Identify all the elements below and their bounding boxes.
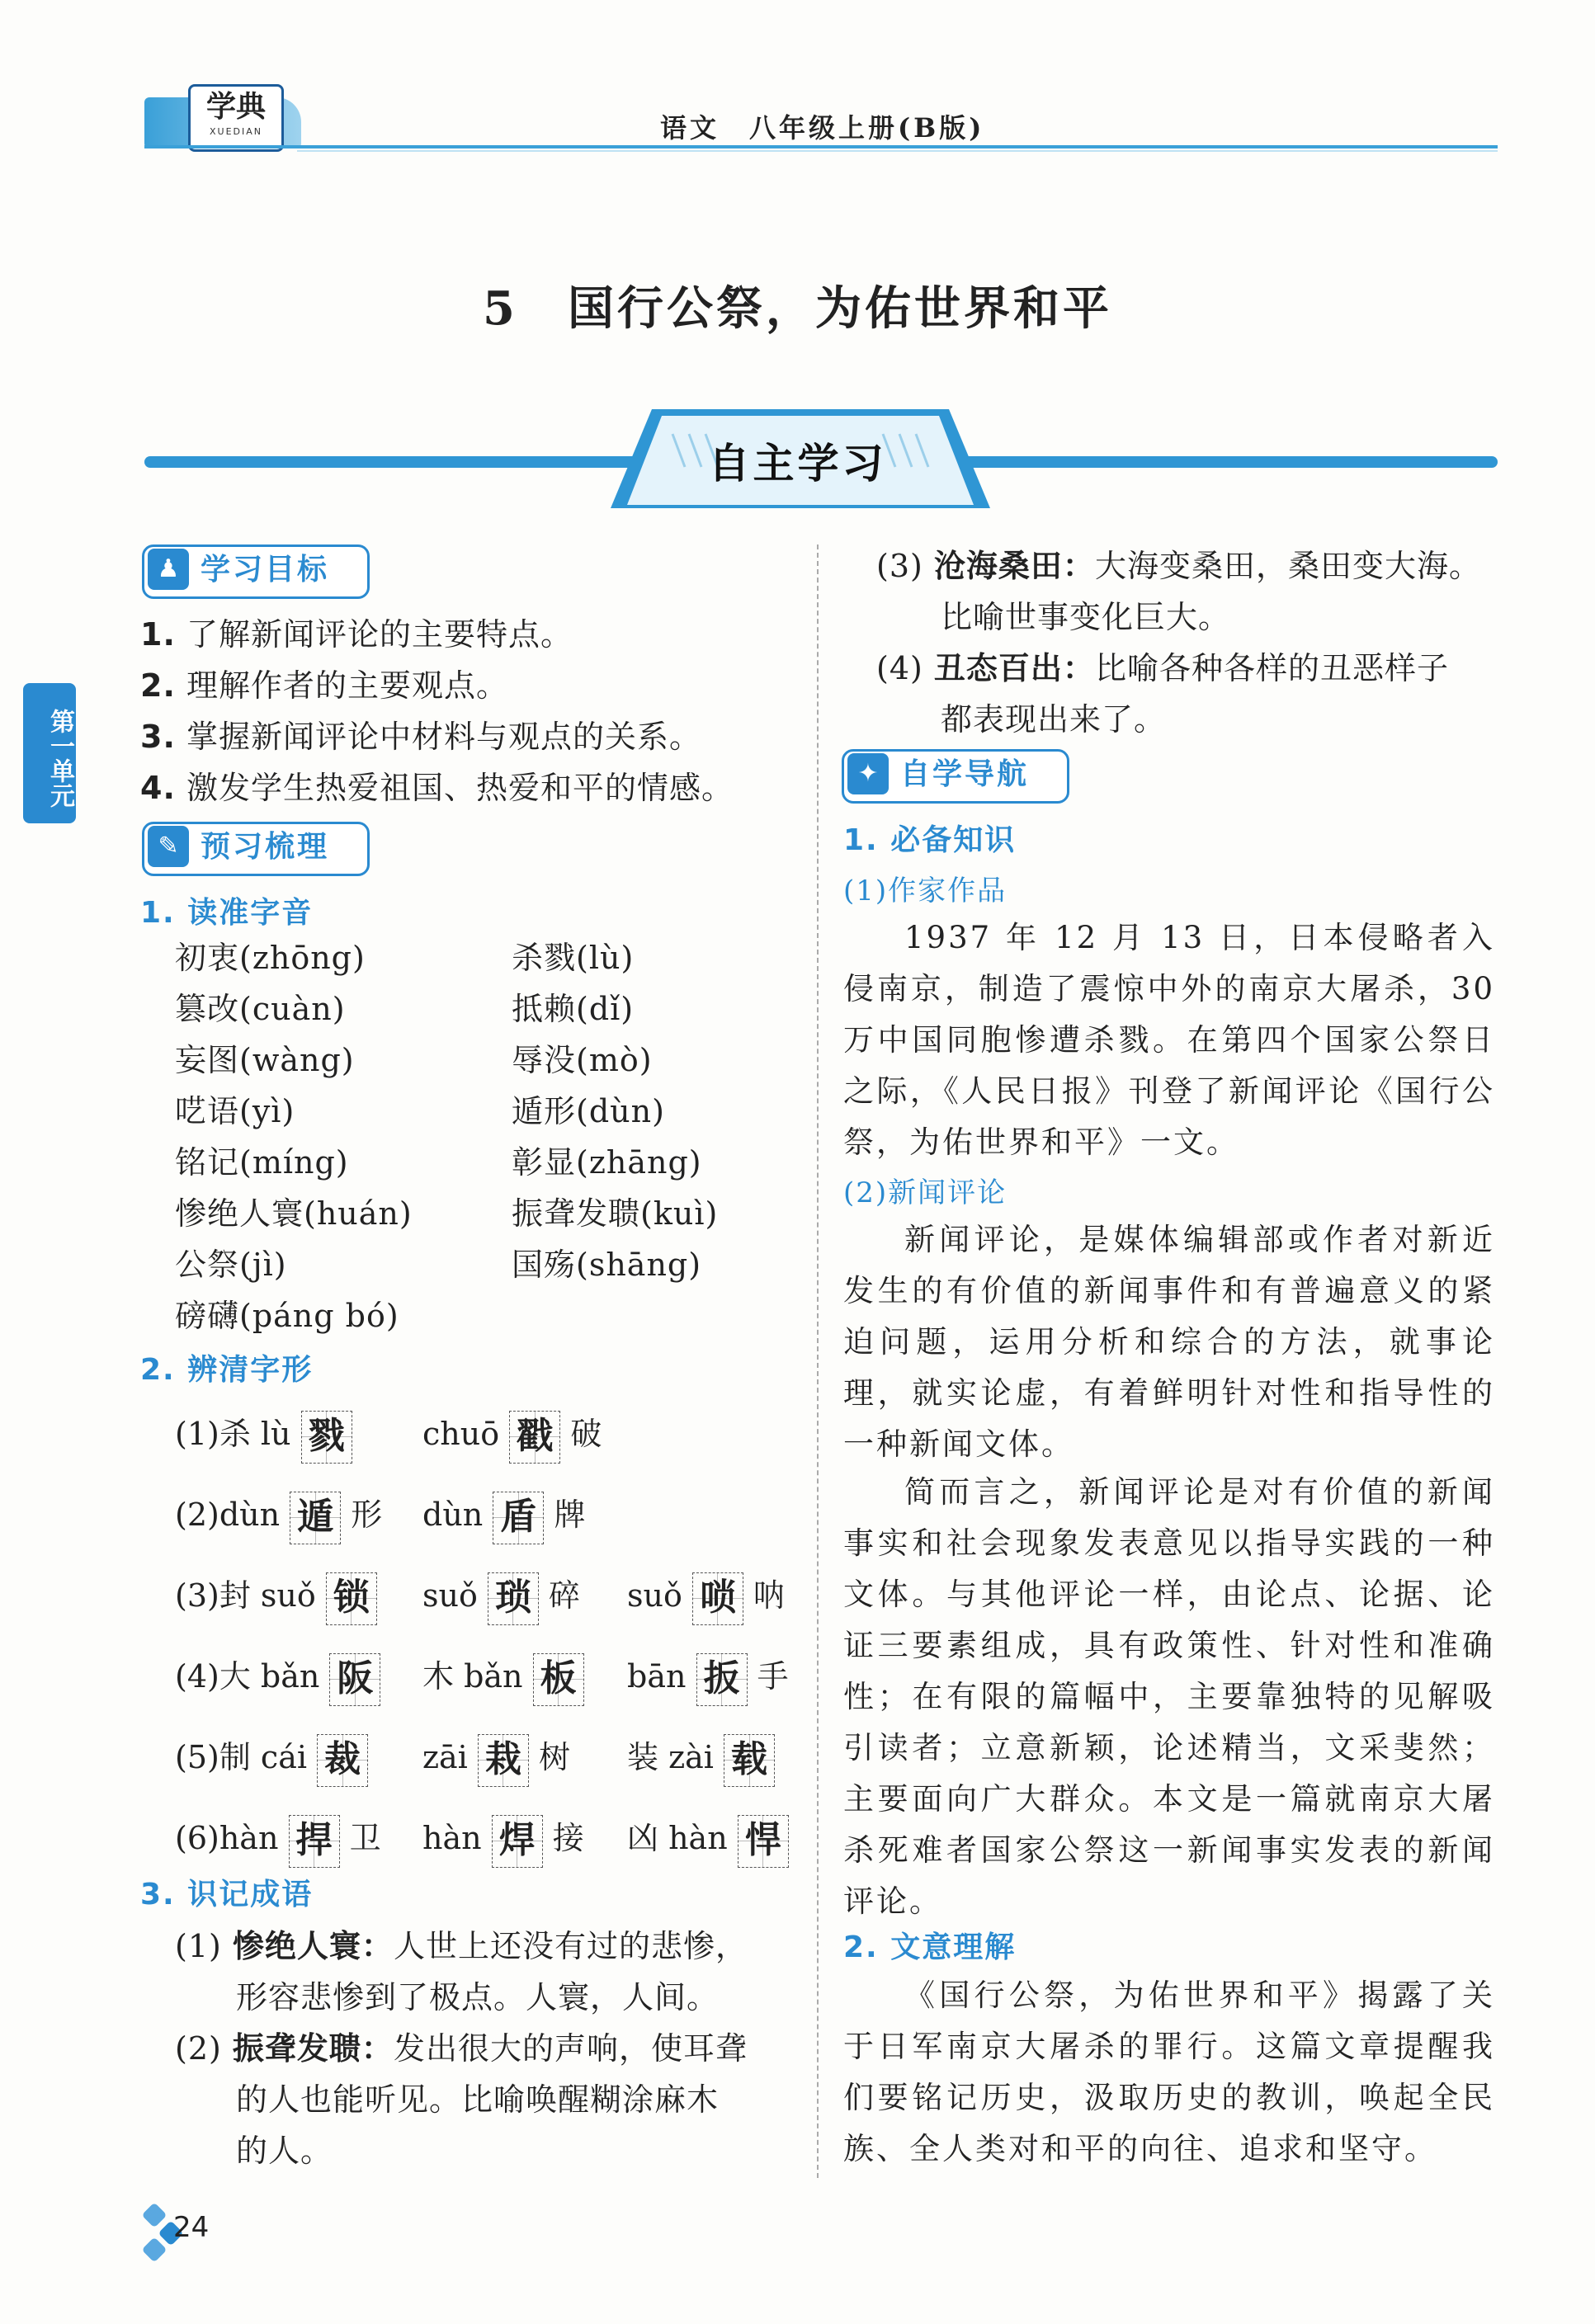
news-paragraph-1: 新闻评论，是媒体编辑部或作者对新近发生的有价值的新闻事件和有普遍意义的紧迫问题，运用分析和综合的方法，就事论理，就实论虚，有着鲜明针对性和指导性的一种新闻文体。	[843, 1222, 1495, 1462]
lesson-title: 5 国行公祭，为佑世界和平	[483, 281, 1112, 336]
shape-row: (1)杀 lù 戮	[175, 1394, 352, 1473]
shape-row: suǒ 琐 碎	[422, 1556, 580, 1635]
shape-row: 凶 hàn 悍	[627, 1798, 789, 1878]
pron-heading: 1. 读准字音	[140, 896, 314, 930]
idiom-list-left	[175, 1921, 810, 2176]
shape-row: 装 zài 载	[627, 1718, 775, 1797]
goal-item: 3. 掌握新闻评论中材料与观点的关系。	[140, 719, 701, 755]
column-divider	[817, 544, 819, 2178]
pron-item: 国殇(shāng)	[512, 1247, 702, 1283]
shape-row: (3)封 suǒ 锁	[175, 1556, 377, 1635]
pron-item: 铭记(míng)	[175, 1144, 349, 1181]
pron-item: 初衷(zhōng)	[175, 940, 366, 976]
goal-item: 2. 理解作者的主要观点。	[140, 667, 508, 704]
pron-item: 杀戮(lù)	[512, 940, 635, 976]
pron-item: 彰显(zhāng)	[512, 1144, 702, 1181]
news-heading: (2)新闻评论	[843, 1176, 1007, 1209]
header-rule-light	[297, 150, 1498, 152]
idiom-item: (2) 振聋发聩：发出很大的声响，使耳聋 的人也能听见。比喻唤醒糊涂麻木 的人。	[175, 2030, 748, 2169]
shape-row: dùn 盾 牌	[422, 1475, 585, 1554]
pron-item: 辱没(mò)	[512, 1042, 653, 1078]
hex-decoration	[141, 2237, 167, 2262]
shape-heading: 2. 辨清字形	[140, 1353, 314, 1387]
logo	[188, 84, 284, 152]
author-paragraph: 1937 年 12 月 13 日，日本侵略者入侵南京，制造了震惊中外的南京大屠杀，30 万中国同胞惨遭杀戮。在第四个国家公祭日之际，《人民日报》刊登了新闻评论《国行公祭，为佑世界和平》一文。	[843, 920, 1495, 1160]
idiom-item: (4) 丑态百出：比喻各种各样的丑恶样子 都表现出来了。	[876, 650, 1449, 738]
reader-icon: ♟	[148, 549, 189, 590]
logo-main: 学典	[205, 89, 266, 124]
author-heading: (1)作家作品	[843, 874, 1007, 907]
section-preview-label: 预习梳理	[201, 830, 330, 864]
goal-item: 4. 激发学生热爱祖国、热爱和平的情感。	[140, 770, 734, 806]
section-goals-label: 学习目标	[201, 553, 330, 587]
goals-list	[140, 609, 792, 813]
idiom-item: (3) 沧海桑田：大海变桑田，桑田变大海。 比喻世事变化巨大。	[876, 548, 1481, 635]
section-guide	[842, 749, 1069, 804]
pron-item: 遁形(dùn)	[512, 1093, 665, 1129]
pron-item: 磅礴(páng bó)	[175, 1298, 399, 1334]
pron-item: 振聋发聩(kuì)	[512, 1195, 719, 1232]
knowledge-heading: 1. 必备知识	[843, 823, 1017, 857]
shape-row: 木 bǎn 板	[422, 1637, 584, 1716]
shape-row: hàn 焊 接	[422, 1798, 584, 1878]
idiom-heading: 3. 识记成语	[140, 1878, 314, 1912]
unit-side-tab: 第一单元	[23, 683, 76, 823]
section-preview	[142, 822, 370, 876]
meaning-heading: 2. 文意理解	[843, 1930, 1017, 1964]
logo-sub: XUEDIAN	[209, 126, 262, 137]
book-subject: 语文 八年级上册(B版)	[660, 112, 985, 144]
pron-item: 惨绝人寰(huán)	[175, 1195, 413, 1232]
banner-title: 自主学习	[708, 440, 887, 488]
pencil-icon: ✎	[148, 826, 189, 867]
shape-row: chuō 戳 破	[422, 1394, 602, 1473]
header-rule	[144, 145, 1498, 148]
shape-row: bān 扳 手	[627, 1637, 789, 1716]
shape-row: suǒ 唢 呐	[627, 1556, 785, 1635]
shape-row: (6)hàn 捍 卫	[175, 1798, 381, 1878]
section-goals	[142, 544, 370, 599]
pron-item: 妄图(wàng)	[175, 1042, 355, 1078]
pron-item: 篡改(cuàn)	[175, 991, 346, 1027]
idiom-list-right	[876, 540, 1503, 745]
meaning-paragraph: 《国行公祭，为佑世界和平》揭露了关于日军南京大屠杀的罪行。这篇文章提醒我们要铭记历史，汲取历史的教训，唤起全民族、全人类对和平的向往、追求和坚守。	[843, 1978, 1495, 2166]
pron-item: 抵赖(dǐ)	[512, 991, 635, 1027]
shape-row: (4)大 bǎn 阪	[175, 1637, 380, 1716]
page-number: 24	[173, 2211, 210, 2244]
shape-row: zāi 栽 树	[422, 1718, 570, 1797]
shape-row: (2)dùn 遁 形	[175, 1475, 382, 1554]
section-guide-label: 自学导航	[900, 757, 1030, 791]
goal-item: 1. 了解新闻评论的主要特点。	[140, 616, 573, 653]
telescope-icon: ✦	[847, 753, 889, 794]
pron-item: 呓语(yì)	[175, 1093, 295, 1129]
pron-item: 公祭(jì)	[175, 1247, 287, 1283]
idiom-item: (1) 惨绝人寰：人世上还没有过的悲惨， 形容悲惨到了极点。人寰，人间。	[175, 1928, 748, 2015]
news-paragraph-2: 简而言之，新闻评论是对有价值的新闻事实和社会现象发表意见以指导实践的一种文体。与其他评论一样，由论点、论据、论证三要素组成，具有政策性、针对性和准确性；在有限的篇幅中，主要靠独特的见解吸引读者；立意新颖，论述精当，文采斐然；主要面向广大群众。本文是一篇就南京大屠杀死难者国家公祭这一新闻事实发表的新闻评论。	[843, 1474, 1495, 1919]
hex-decoration	[141, 2202, 167, 2227]
shape-row: (5)制 cái 裁	[175, 1718, 368, 1797]
